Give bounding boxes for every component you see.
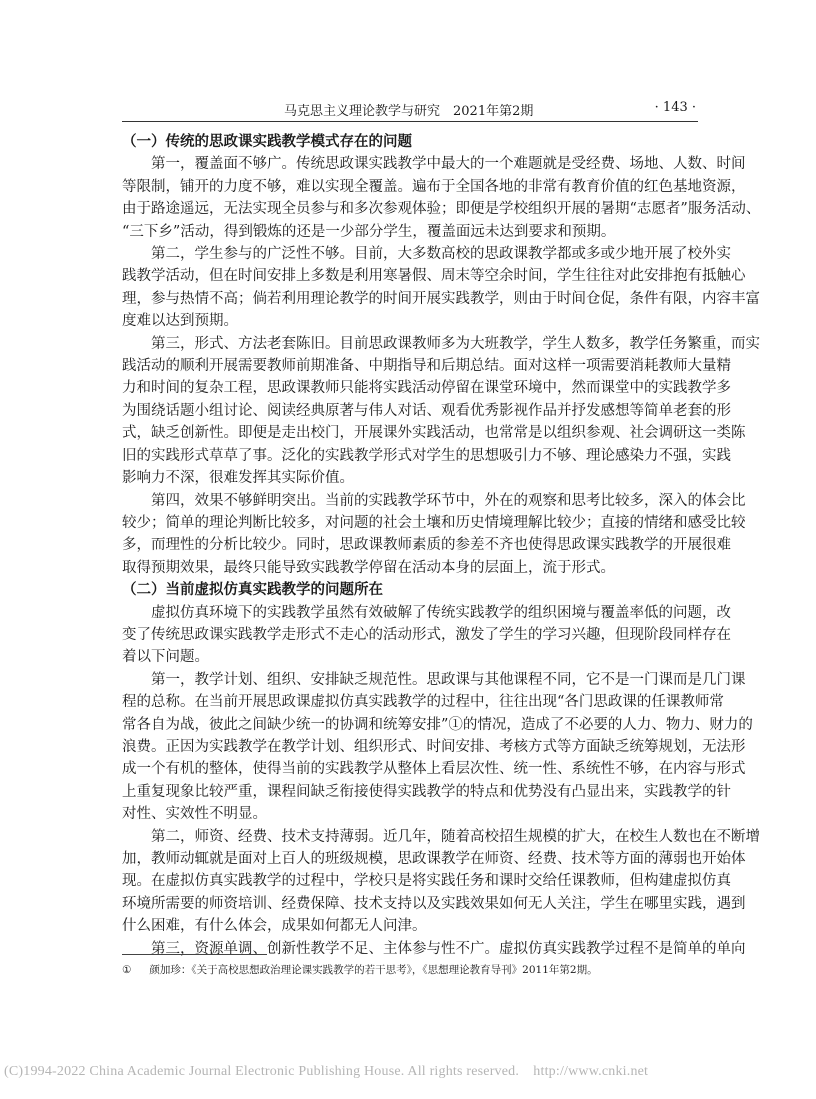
heading-text: （一）传统的思政课实践教学模式存在的问题 [122,133,412,150]
text-line: 第四，效果不够鲜明突出。当前的实践教学环节中，外在的观察和思考比较多，深入的体会比 [151,492,746,509]
text-line: 度难以达到预期。 [122,313,238,330]
text-line: 常各自为战，彼此之间缺少统一的协调和统筹安排”①的情况，造成了不必要的人力、物力、财力的 [122,716,753,733]
text-line: 理，参与热情不高；倘若利用理论教学的时间开展实践教学，则由于时间仓促，条件有限，内容丰富 [122,290,760,307]
text-line: 成一个有机的整体，使得当前的实践教学从整体上看层次性、统一性、系统性不够，在内容与形式 [122,761,746,778]
text-line: 变了传统思政课实践教学走形式不走心的活动形式，激发了学生的学习兴趣，但现阶段同样存在 [122,626,731,643]
text-line: 第一，覆盖面不够广。传统思政课实践教学中最大的一个难题就是受经费、场地、人数、时间 [151,156,746,173]
text-line: 第二，学生参与的广泛性不够。目前，大多数高校的思政课教学都或多或少地开展了校外实 [151,246,731,263]
text-line: 力和时间的复杂工程，思政课教师只能将实践活动停留在课堂环境中，然而课堂中的实践教学多 [122,380,731,397]
text-line: 由于路途遥远，无法实现全员参与和多次参观体验；即便是学校组织开展的暑期“志愿者”服务活动、 [122,201,761,218]
footnote-text: 颜加珍：《关于高校思想政治理论课实践教学的若干思考》，《思想理论教育导刊》2011年第2期。 [149,964,598,976]
page-number: · 143 · [654,100,696,115]
text-line: 虚拟仿真环境下的实践教学虽然有效破解了传统实践教学的组织困境与覆盖率低的问题，改 [151,604,731,621]
paragraph [122,602,731,669]
text-line: 多，而理性的分析比较少。同时，思政课教师素质的参差不齐也使得思政课实践教学的开展很难 [122,537,731,554]
section-heading [122,131,710,153]
text-line: 浪费。正因为实践教学在教学计划、组织形式、时间安排、考核方式等方面缺乏统筹规划，无法形 [122,738,746,755]
paragraph [122,669,753,826]
text-line: 影响力不深，很难发挥其实际价值。 [122,470,354,487]
text-line: 程的总称。在当前开展思政课虚拟仿真实践教学的过程中，往往出现“各门思政课的任课教师常 [122,694,724,711]
paragraph [122,938,746,960]
section-heading [122,579,710,601]
article-body [122,131,761,960]
text-line: 践教学活动，但在时间安排上多数是利用寒暑假、周末等空余时间，学生往往对此安排抱有抵触心 [122,268,746,285]
paragraph [122,333,760,490]
text-line: 环境所需要的师资培训、经费保障、技术支持以及实践效果如何无人关注，学生在哪里实践，遇到 [122,895,746,912]
text-line: 现。在虚拟仿真实践教学的过程中，学校只是将实践任务和课时交给任课教师，但构建虚拟仿真 [122,873,731,890]
text-line: 第一，教学计划、组织、安排缺乏规范性。思政课与其他课程不同，它不是一门课而是几门课 [151,671,746,688]
footnote [122,962,598,977]
paragraph [122,243,760,333]
text-line: 较少；简单的理论判断比较多，对问题的社会土壤和历史情境理解比较少；直接的情绪和感受比较 [122,514,746,531]
running-header [122,100,698,120]
text-line: 上重复现象比较严重，课程间缺乏衔接使得实践教学的特点和优势没有凸显出来，实践教学的针 [122,783,731,800]
text-line: 式，缺乏创新性。即便是走出校门，开展课外实践活动，也常常是以组织参观、社会调研这一类陈 [122,425,746,442]
header-rule [122,121,698,122]
paragraph [122,826,760,938]
paragraph [122,490,746,580]
text-line: 旧的实践形式草草了事。泛化的实践教学形式对学生的思想吸引力不够、理论感染力不强，实践 [122,447,731,464]
text-line: 第三，形式、方法老套陈旧。目前思政课教师多为大班教学，学生人数多，教学任务繁重，而实 [151,335,760,352]
copyright-notice: (C)1994-2022 China Academic Journal Electronic Publishing House. All rights reserved. http://www.cnki.net [4,1064,649,1079]
text-line: 等限制，铺开的力度不够，难以实现全覆盖。遍布于全国各地的非常有教育价值的红色基地资源， [122,178,746,195]
text-line: 加，教师动辄就是面对上百人的班级规模，思政课教学在师资、经费、技术等方面的薄弱也开始体 [122,851,746,867]
paragraph [122,153,761,243]
text-line: 为围绕话题小组讨论、阅读经典原著与伟人对话、观看优秀影视作品并抒发感想等简单老套的形 [122,402,731,419]
text-line: 第三，资源单调、创新性教学不足、主体参与性不广。虚拟仿真实践教学过程不是简单的单向 [151,940,746,957]
footnote-mark: ① [122,964,132,976]
text-line: 第二，师资、经费、技术支持薄弱。近几年，随着高校招生规模的扩大，在校生人数也在不断增 [151,828,760,845]
text-line: 什么困难，有什么体会，成果如何都无人问津。 [122,918,427,935]
footnote-rule [122,954,267,955]
heading-text: （二）当前虚拟仿真实践教学的问题所在 [122,581,383,599]
text-line: 践活动的顺利开展需要教师前期准备、中期指导和后期总结。面对这样一项需要消耗教师大量精 [122,358,731,375]
text-line: 着以下问题。 [122,649,209,666]
text-line: 对性、实效性不明显。 [122,806,267,823]
text-line: 取得预期效果，最终只能导致实践教学停留在活动本身的层面上，流于形式。 [122,559,615,576]
journal-title: 马克思主义理论教学与研究 2021年第2期 [284,104,534,119]
text-line: “三下乡”活动，得到锻炼的还是一少部分学生，覆盖面远未达到要求和预期。 [122,223,616,240]
